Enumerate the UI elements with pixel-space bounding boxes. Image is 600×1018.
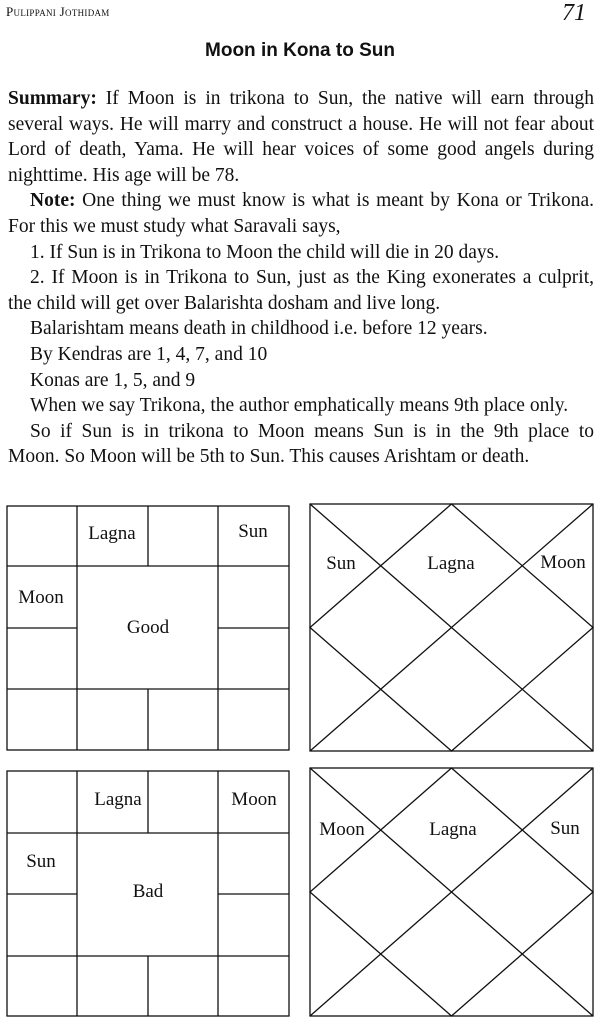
- bad-south-sun: Sun: [26, 851, 56, 872]
- bad-north-lagna: Lagna: [429, 819, 477, 840]
- bad-north-moon: Moon: [319, 819, 365, 840]
- note-line-1: Note: One thing we must know is what is meant by Kona or Trikona.: [30, 190, 594, 212]
- summary-line-1: Summary: If Moon is in trikona to Sun, the native will earn through: [8, 88, 594, 109]
- bad-north-chart: [309, 767, 594, 1018]
- page-number: 71: [562, 0, 586, 26]
- point-1: 1. If Sun is in Trikona to Moon the child will die in 20 days.: [30, 241, 500, 263]
- balarishtam-line: Balarishtam means death in childhood i.e. before 12 years.: [30, 318, 488, 340]
- point-2-line-1: 2. If Moon is in Trikona to Sun, just as the King exonerates a culprit,: [30, 267, 594, 289]
- bad-south-lagna: Lagna: [94, 789, 142, 810]
- good-south-sun: Sun: [238, 521, 268, 542]
- section-title: Moon in Kona to Sun: [205, 40, 395, 61]
- summary-label: Summary:: [8, 88, 97, 109]
- summary-line-4: nighttime. His age will be 78.: [8, 164, 240, 186]
- bad-north-sun: Sun: [550, 818, 580, 839]
- summary-line-3: Lord of death, Yama. He will hear voices of some good angels during: [8, 139, 594, 161]
- body-text: [8, 86, 594, 470]
- good-south-moon: Moon: [18, 587, 64, 608]
- good-north-lagna: Lagna: [427, 553, 475, 574]
- good-north-chart: [309, 503, 594, 752]
- bad-south-moon: Moon: [231, 789, 277, 810]
- bad-south-center-label: Bad: [132, 881, 164, 902]
- good-south-lagna: Lagna: [88, 523, 136, 544]
- good-north-moon: Moon: [540, 552, 586, 573]
- good-north-sun: Sun: [326, 553, 356, 574]
- note-line-2: For this we must study what Saravali says,: [8, 215, 341, 237]
- running-header: Pulippani Jothidam: [6, 4, 110, 19]
- konas-line: Konas are 1, 5, and 9: [30, 369, 196, 391]
- sun-moon-line-2: Moon. So Moon will be 5th to Sun. This causes Arishtam or death.: [8, 446, 530, 468]
- summary-line-2: several ways. He will marry and construct a house. He will not fear about: [8, 113, 594, 135]
- point-2-line-2: the child will get over Balarishta dosham and live long.: [8, 292, 441, 314]
- trikona-line: When we say Trikona, the author emphatically means 9th place only.: [30, 395, 569, 417]
- bad-south-chart: [6, 770, 290, 1018]
- good-south-center-label: Good: [126, 617, 170, 638]
- note-label: Note:: [30, 190, 76, 212]
- kendras-line: By Kendras are 1, 4, 7, and 10: [30, 343, 268, 365]
- sun-moon-line-1: So if Sun is in trikona to Moon means Sun is in the 9th place to: [30, 420, 594, 442]
- good-south-chart: [6, 505, 290, 752]
